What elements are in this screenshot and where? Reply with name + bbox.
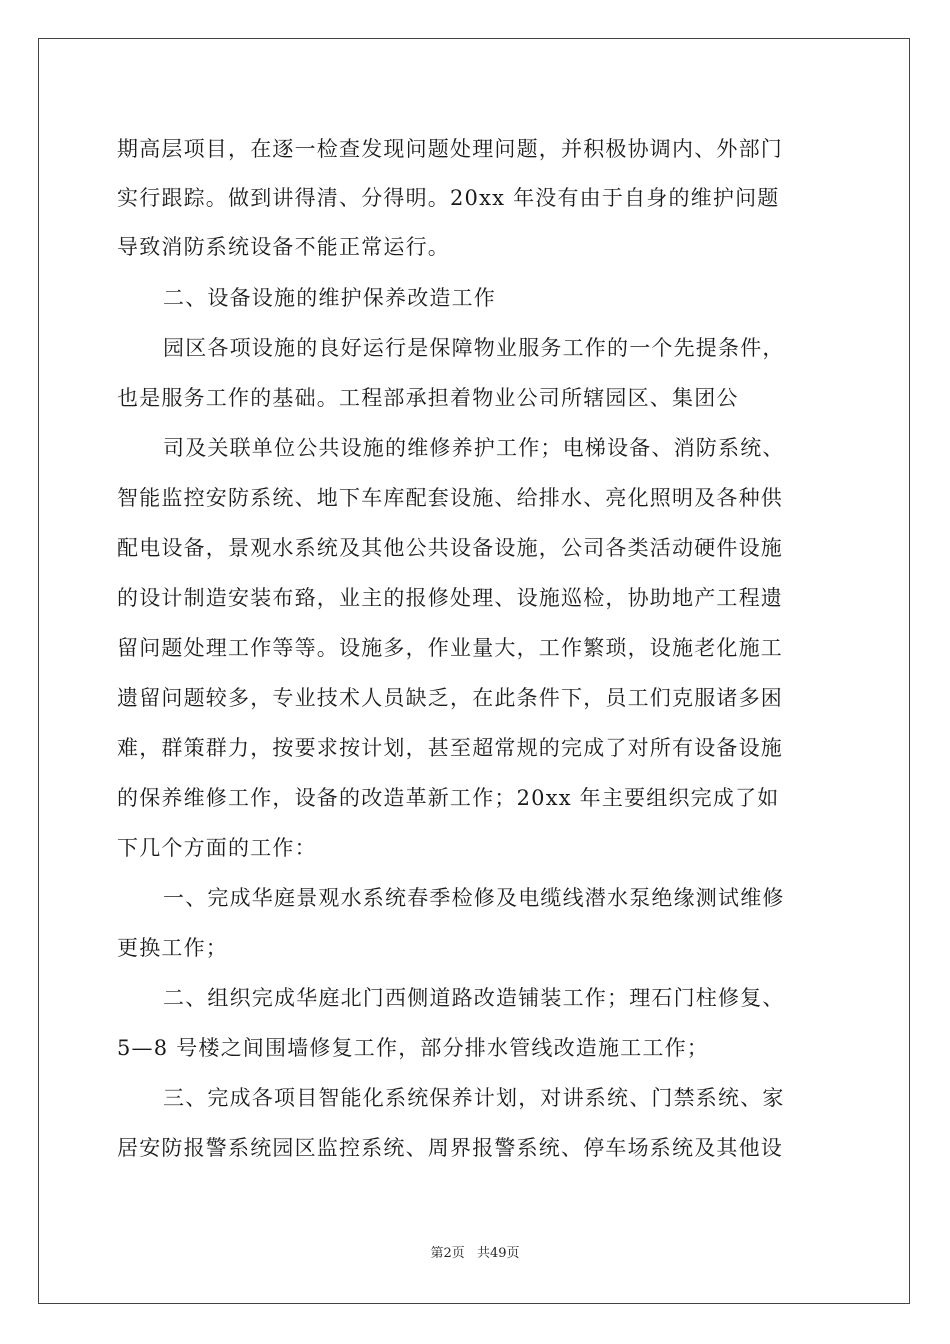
text-line: 留问题处理工作等等。设施多，作业量大，工作繁琐，设施老化施工 [117, 636, 783, 660]
text-line: 的设计制造安装布臵，业主的报修处理、设施巡检，协助地产工程遗 [117, 586, 783, 610]
list-item: 一、完成华庭景观水系统春季检修及电缆线潜水泵绝缘测试维修 [163, 886, 785, 910]
text-line: 智能监控安防系统、地下车库配套设施、给排水、亮化照明及各种供 [117, 486, 783, 510]
text-line: 也是服务工作的基础。工程部承担着物业公司所辖园区、集团公 [117, 386, 739, 410]
text-line: 配电设备，景观水系统及其他公共设备设施，公司各类活动硬件设施 [117, 536, 783, 560]
page-number: 第2页 [430, 1246, 465, 1261]
text-line: 园区各项设施的良好运行是保障物业服务工作的一个先提条件， [163, 336, 785, 360]
text-line: 期高层项目，在逐一检查发现问题处理问题，并积极协调内、外部门 [117, 137, 783, 161]
text-line: 居安防报警系统园区监控系统、周界报警系统、停车场系统及其他设 [117, 1136, 783, 1160]
text-line: 司及关联单位公共设施的维修养护工作；电梯设备、消防系统、 [163, 436, 785, 460]
list-item: 二、组织完成华庭北门西侧道路改造铺装工作；理石门柱修复、 [163, 986, 785, 1010]
text-line: 下几个方面的工作： [117, 836, 317, 860]
text-line: 更换工作； [117, 936, 228, 960]
text-line: 实行跟踪。做到讲得清、分得明。20xx 年没有由于自身的维护问题 [117, 186, 780, 210]
text-line: 难，群策群力，按要求按计划，甚至超常规的完成了对所有设备设施 [117, 736, 783, 760]
page-total: 共49页 [476, 1246, 520, 1261]
text-line: 遗留问题较多，专业技术人员缺乏，在此条件下，员工们克服诸多困 [117, 686, 783, 710]
text-line: 的保养维修工作，设备的改造革新工作；20xx 年主要组织完成了如 [117, 786, 780, 810]
section-heading: 二、设备设施的维护保养改造工作 [163, 286, 496, 310]
text-line: 导致消防系统设备不能正常运行。 [117, 235, 450, 259]
list-item: 三、完成各项目智能化系统保养计划，对讲系统、门禁系统、家 [163, 1086, 785, 1110]
page-footer [0, 1242, 950, 1261]
text-line: 5—8 号楼之间围墙修复工作，部分排水管线改造施工工作； [117, 1036, 709, 1060]
